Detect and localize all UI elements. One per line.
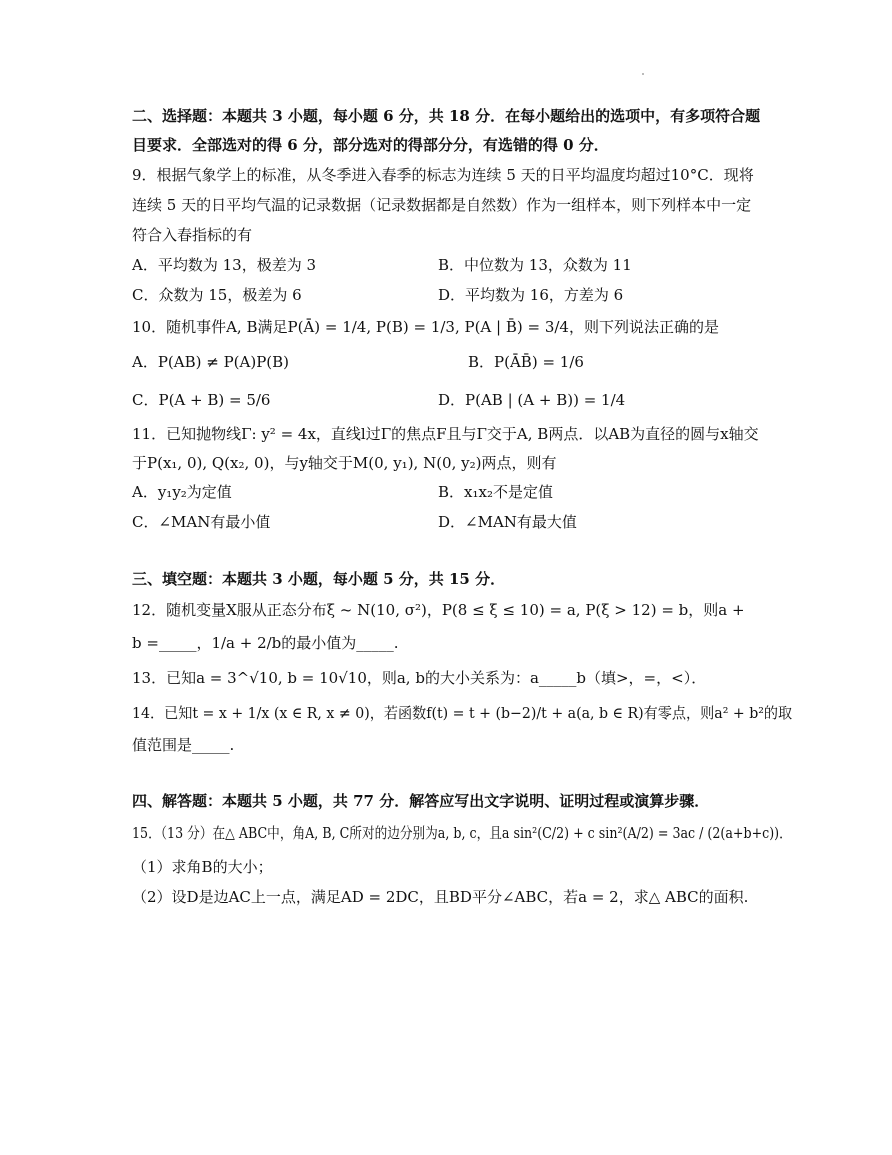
q9-stem-line3: 符合入春指标的有 (132, 226, 253, 244)
q15-part1: （1）求角B的大小； (132, 858, 273, 876)
q9-option-c: C．众数为 15，极差为 6 (132, 286, 302, 304)
q13-stem: 13．已知a = 3^√10, b = 10√10，则a, b的大小关系为：a_____b（填>，=，<）． (132, 669, 707, 687)
q10-stem: 10．随机事件A, B满足P(Ā) = 1/4, P(B) = 1/3, P(A | B̄) = 3/4，则下列说法正确的是 (132, 318, 719, 336)
q11-option-c: C．∠MAN有最小值 (132, 513, 271, 531)
q10-option-a: A．P(AB) ≠ P(A)P(B) (132, 353, 290, 371)
section2-header-line2: 目要求．全部选对的得 6 分，部分选对的得部分分，有选错的得 0 分． (132, 136, 609, 154)
q14-stem-line2: 值范围是_____. (132, 736, 235, 754)
q9-option-b: B．中位数为 13，众数为 11 (438, 256, 632, 274)
q11-stem-line2: 于P(x₁, 0), Q(x₂, 0)，与y轴交于M(0, y₁), N(0, y₂)两点，则有 (132, 454, 557, 472)
q12-stem-line1: 12．随机变量X服从正态分布ξ ~ N(10, σ²)，P(8 ≤ ξ ≤ 10) = a, P(ξ > 12) = b，则a + (132, 601, 745, 619)
section2-header-line1: 二、选择题：本题共 3 小题，每小题 6 分，共 18 分．在每小题给出的选项中，有多项符合题 (132, 107, 761, 125)
q9-stem-line1: 9．根据气象学上的标准，从冬季进入春季的标志为连续 5 天的日平均温度均超过10°C．现将 (132, 166, 754, 184)
scan-speck (642, 73, 644, 75)
q10-option-c: C．P(A + B) = 5/6 (132, 391, 271, 409)
q12-stem-line2: b =_____，1/a + 2/b的最小值为_____. (132, 634, 399, 652)
q9-stem-line2: 连续 5 天的日平均气温的记录数据（记录数据都是自然数）作为一组样本，则下列样本中一定 (132, 196, 752, 214)
q11-option-d: D．∠MAN有最大值 (438, 513, 577, 531)
q10-option-d: D．P(AB | (A + B)) = 1/4 (438, 391, 626, 409)
section3-header: 三、填空题：本题共 3 小题，每小题 5 分，共 15 分． (132, 570, 506, 588)
q15-stem: 15．（13 分）在△ ABC中，角A, B, C所对的边分别为a, b, c，且a sin²(C/2) + c sin²(A/2) = 3ac / (2(a+b+c))． (132, 824, 792, 842)
section4-header: 四、解答题：本题共 5 小题，共 77 分．解答应写出文字说明、证明过程或演算步骤． (132, 792, 710, 810)
q14-stem-line1: 14．已知t = x + 1/x (x ∈ R, x ≠ 0)，若函数f(t) = t + (b−2)/t + a(a, b ∈ R)有零点，则a² + b²的取 (132, 704, 793, 722)
q10-option-b: B．P(ĀB̄) = 1/6 (468, 353, 584, 371)
q11-option-b: B．x₁x₂不是定值 (438, 483, 553, 501)
q15-part2: （2）设D是边AC上一点，满足AD = 2DC，且BD平分∠ABC，若a = 2，求△ ABC的面积. (132, 888, 749, 906)
q11-option-a: A．y₁y₂为定值 (132, 483, 232, 501)
q9-option-a: A．平均数为 13，极差为 3 (132, 256, 316, 274)
q11-stem-line1: 11．已知抛物线Γ: y² = 4x，直线l过Γ的焦点F且与Γ交于A, B两点．以AB为直径的圆与x轴交 (132, 425, 759, 443)
q9-option-d: D．平均数为 16，方差为 6 (438, 286, 624, 304)
